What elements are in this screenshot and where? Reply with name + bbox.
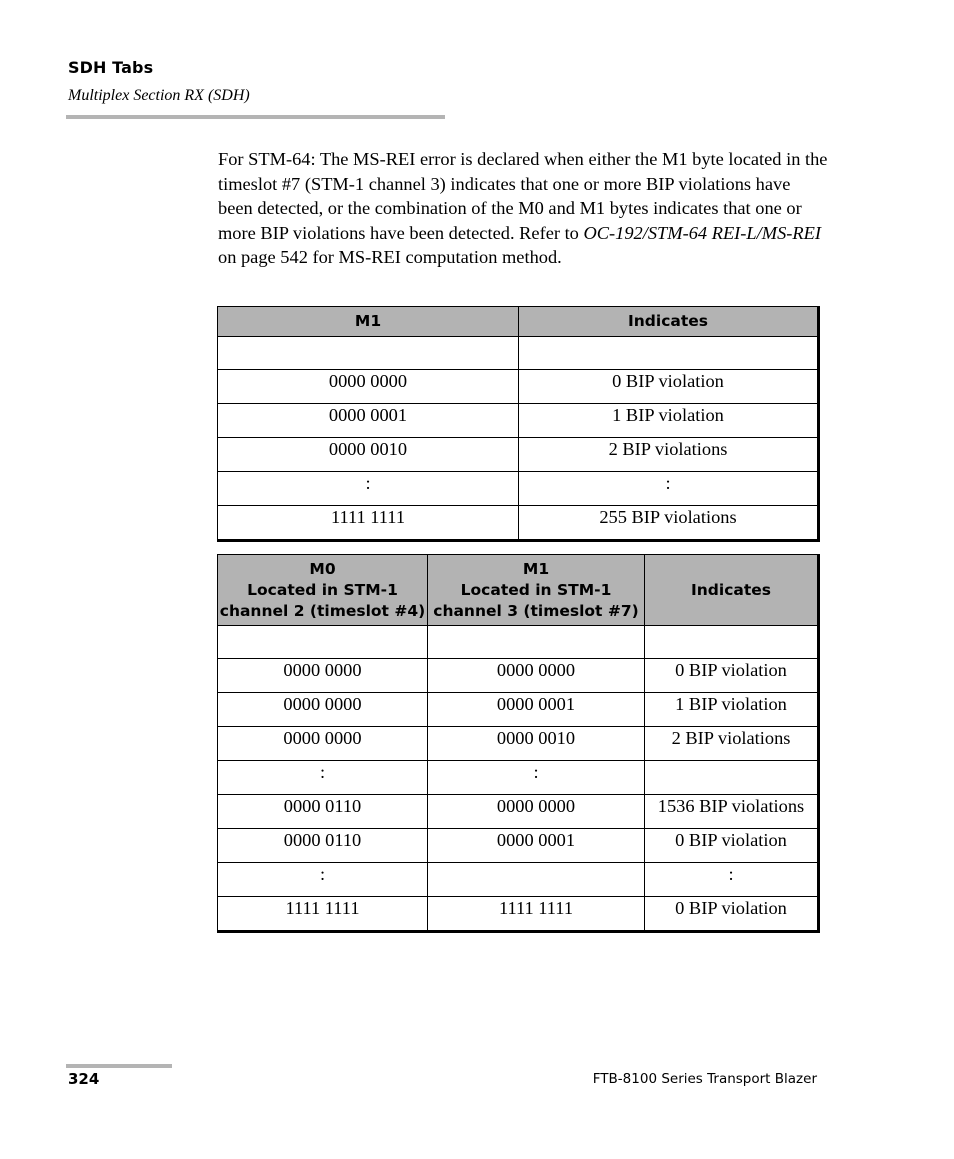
table-cell: 0000 0000	[218, 727, 428, 761]
table-cell: :	[519, 472, 818, 506]
paragraph-text-before: For STM-64: The MS-REI error is declared when either the M1 byte located in the timeslot #7 (STM-1 channel 3) indicates that one or more BIP violations have been detected, or the combination of the M0 and M1 bytes indicates that one or more BIP violations have been detected. Refer to	[218, 149, 828, 243]
table-cell: 1111 1111	[218, 506, 519, 540]
header-line: M0	[309, 559, 336, 578]
table-header-m1: M1	[218, 307, 519, 337]
header-line: Located in STM-1	[247, 580, 398, 599]
table-header-indicates: Indicates	[519, 307, 818, 337]
table-cell: 0000 0000	[218, 693, 428, 727]
table-cell: 0000 0001	[218, 404, 519, 438]
table-cell: 0000 0110	[218, 795, 428, 829]
table-cell: 1 BIP violation	[519, 404, 818, 438]
table-cell: :	[218, 761, 428, 795]
table-cell: 0000 0000	[428, 795, 645, 829]
footer-product-name: FTB-8100 Series Transport Blazer	[592, 1071, 817, 1087]
cross-reference-link[interactable]: OC-192/STM-64 REI-L/MS-REI	[583, 222, 821, 243]
header-line: Located in STM-1	[460, 580, 612, 599]
header-line: channel 2 (timeslot #4)	[219, 601, 426, 620]
table-cell: :	[218, 863, 428, 897]
footer-divider	[66, 1064, 172, 1068]
table-cell: 1536 BIP violations	[645, 795, 818, 829]
header-divider	[66, 115, 445, 119]
section-subtitle: Multiplex Section RX (SDH)	[68, 87, 250, 104]
table-cell: 2 BIP violations	[645, 727, 818, 761]
table-border	[217, 306, 820, 542]
header-line: channel 3 (timeslot #7)	[433, 601, 639, 620]
table-cell: 0000 0010	[218, 438, 519, 472]
table-cell: :	[645, 863, 818, 897]
paragraph-text-after: on page 542 for MS-REI computation method.	[218, 247, 562, 268]
table-cell: 0000 0000	[218, 370, 519, 404]
body-paragraph	[218, 147, 828, 270]
table-cell: 1 BIP violation	[645, 693, 818, 727]
table-cell: 0 BIP violation	[645, 829, 818, 863]
table-cell: 255 BIP violations	[519, 506, 818, 540]
table-cell: 0000 0110	[218, 829, 428, 863]
table-cell: 0 BIP violation	[645, 659, 818, 693]
table-cell: 0000 0010	[428, 727, 645, 761]
header-line: Indicates	[690, 580, 771, 599]
table-cell: 0000 0000	[218, 659, 428, 693]
section-title: SDH Tabs	[68, 58, 154, 77]
header-line: M1	[522, 559, 550, 578]
page-number: 324	[68, 1070, 100, 1088]
table-cell: 0 BIP violation	[645, 897, 818, 931]
table-cell: 0000 0001	[428, 829, 645, 863]
table-cell: 1111 1111	[218, 897, 428, 931]
table-cell: :	[218, 472, 519, 506]
table-border	[217, 554, 820, 933]
table-cell: 0 BIP violation	[519, 370, 818, 404]
table-cell: 0000 0000	[428, 659, 645, 693]
table-cell: 0000 0001	[428, 693, 645, 727]
table-cell: 1111 1111	[428, 897, 645, 931]
table-cell: 2 BIP violations	[519, 438, 818, 472]
table-cell: :	[428, 761, 645, 795]
